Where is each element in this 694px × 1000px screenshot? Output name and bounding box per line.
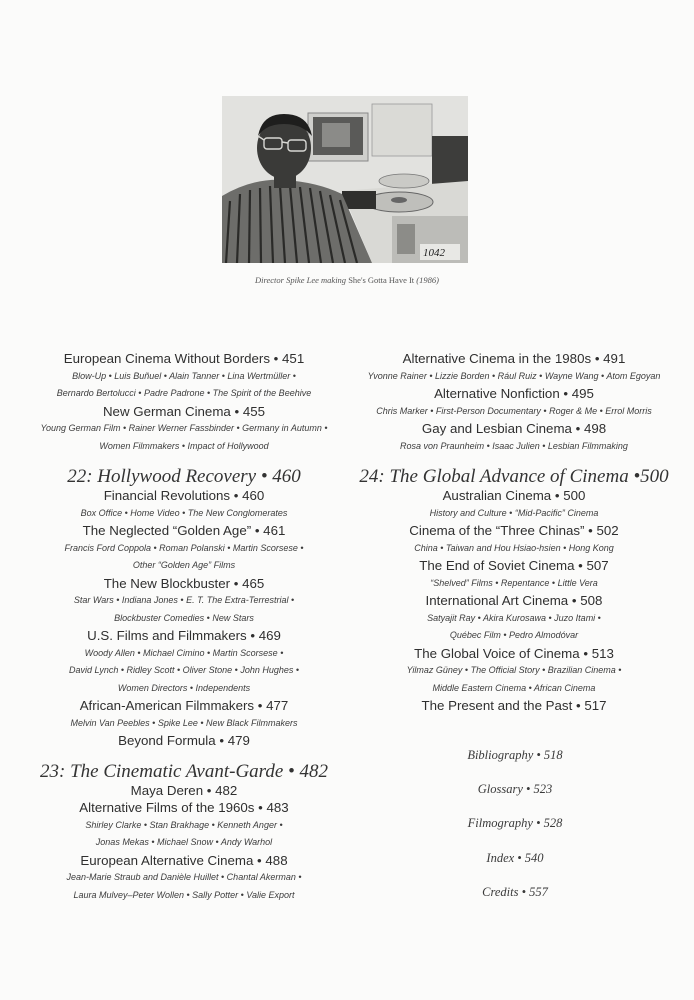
subtopic-line: Young German Film • Rainer Werner Fassbinder • Germany in Autumn • xyxy=(40,423,328,433)
photo-caption xyxy=(0,275,694,285)
section-entry: Alternative Films of the 1960s • 483 xyxy=(79,800,289,815)
subtopic-line: Star Wars • Indiana Jones • E. T. The Extra-Terrestrial • xyxy=(73,595,295,605)
subtopic-line: David Lynch • Ridley Scott • Oliver Stone • John Hughes • xyxy=(68,665,300,675)
chapter-heading: 23: The Cinematic Avant-Garde • 482 xyxy=(40,760,328,782)
section-entry: African-American Filmmakers • 477 xyxy=(79,698,289,713)
section-entry: Cinema of the “Three Chinas” • 502 xyxy=(409,523,619,538)
svg-text:1042: 1042 xyxy=(423,247,445,259)
back-matter-entry: Bibliography • 518 xyxy=(467,748,563,762)
subtopic-line: Box Office • Home Video • The New Conglomerates xyxy=(80,507,288,518)
section-entry: The Neglected “Golden Age” • 461 xyxy=(82,523,286,538)
subtopic-line: Rosa von Praunheim • Isaac Julien • Lesbian Filmmaking xyxy=(400,440,628,451)
toc-right-column xyxy=(348,350,680,715)
chapter-heading: 24: The Global Advance of Cinema •500 xyxy=(359,466,669,487)
subtopic-line: Bernardo Bertolucci • Padre Padrone • The Spirit of the Beehive xyxy=(56,388,312,398)
subtopic-line: Middle Eastern Cinema • African Cinema xyxy=(432,682,596,693)
section-entry: Alternative Nonfiction • 495 xyxy=(434,386,594,401)
subtopic-line: “Shelved” Films • Repentance • Little Vera xyxy=(430,577,598,588)
section-entry: International Art Cinema • 508 xyxy=(425,593,603,608)
toc-back-matter xyxy=(400,745,630,916)
section-entry: Australian Cinema • 500 xyxy=(442,488,586,503)
section-entry: The Global Voice of Cinema • 513 xyxy=(414,645,614,661)
caption-prefix: Director Spike Lee making xyxy=(255,275,349,285)
section-entry: Beyond Formula • 479 xyxy=(118,733,250,748)
subtopic-line: Jean-Marie Straub and Danièle Huillet • Chantal Akerman • xyxy=(66,872,302,882)
section-entry: Alternative Cinema in the 1980s • 491 xyxy=(402,351,626,366)
subtopic-line: Woody Allen • Michael Cimino • Martin Scorsese • xyxy=(84,647,284,658)
section-entry: U.S. Films and Filmmakers • 469 xyxy=(87,628,281,643)
subtopic-line: Other “Golden Age” Films xyxy=(132,560,236,570)
section-entry: The Present and the Past • 517 xyxy=(421,698,607,713)
subtopic-line: Yilmaz Güney • The Official Story • Brazilian Cinema • xyxy=(406,665,622,675)
subtopic-line: Yvonne Rainer • Lizzie Borden • Rául Ruiz • Wayne Wang • Atom Egoyan xyxy=(367,370,661,381)
subtopic-line: Francis Ford Coppola • Roman Polanski • Martin Scorsese • xyxy=(64,542,304,553)
back-matter-entry: Index • 540 xyxy=(486,850,544,865)
chapter-heading: 22: Hollywood Recovery • 460 xyxy=(67,466,301,487)
photo-spike-lee xyxy=(222,96,468,263)
section-entry: Gay and Lesbian Cinema • 498 xyxy=(421,421,607,436)
subtopic-line: Chris Marker • First-Person Documentary • Roger & Me • Errol Morris xyxy=(376,405,652,416)
subtopic-line: History and Culture • “Mid-Pacific” Cinema xyxy=(429,507,599,518)
back-matter-entry: Glossary • 523 xyxy=(477,782,553,797)
back-matter-entry: Filmography • 528 xyxy=(467,816,563,831)
section-entry: The End of Soviet Cinema • 507 xyxy=(419,558,609,573)
subtopic-line: Jonas Mekas • Michael Snow • Andy Warhol xyxy=(95,837,273,847)
back-matter-entry: Credits • 557 xyxy=(482,884,548,899)
subtopic-line: Blockbuster Comedies • New Stars xyxy=(114,612,254,623)
subtopic-line: China • Taiwan and Hou Hsiao-hsien • Hong Kong xyxy=(414,542,614,553)
subtopic-line: Shirley Clarke • Stan Brakhage • Kenneth Anger • xyxy=(85,819,283,830)
section-entry: Maya Deren • 482 xyxy=(130,782,238,798)
section-entry: European Cinema Without Borders • 451 xyxy=(63,351,305,366)
caption-film-title: She's Gotta Have It xyxy=(348,275,415,285)
subtopic-line: Québec Film • Pedro Almodóvar xyxy=(449,630,579,640)
subtopic-line: Women Filmmakers • Impact of Hollywood xyxy=(99,440,269,451)
subtopic-line: Women Directors • Independents xyxy=(117,682,251,693)
subtopic-line: Melvin Van Peebles • Spike Lee • New Black Filmmakers xyxy=(70,717,298,728)
subtopic-line: Satyajit Ray • Akira Kurosawa • Juzo Itami • xyxy=(427,612,601,623)
photo-image xyxy=(222,96,468,263)
section-entry: Financial Revolutions • 460 xyxy=(103,488,265,503)
caption-year: (1986) xyxy=(414,275,439,285)
toc-left-column xyxy=(14,350,354,904)
subtopic-line: Laura Mulvey–Peter Wollen • Sally Potter • Valie Export xyxy=(73,889,295,900)
section-entry: The New Blockbuster • 465 xyxy=(103,575,265,591)
subtopic-line: Blow-Up • Luis Buñuel • Alain Tanner • Lina Wertmüller • xyxy=(72,370,296,381)
section-entry: New German Cinema • 455 xyxy=(102,403,266,419)
section-entry: European Alternative Cinema • 488 xyxy=(80,852,288,868)
